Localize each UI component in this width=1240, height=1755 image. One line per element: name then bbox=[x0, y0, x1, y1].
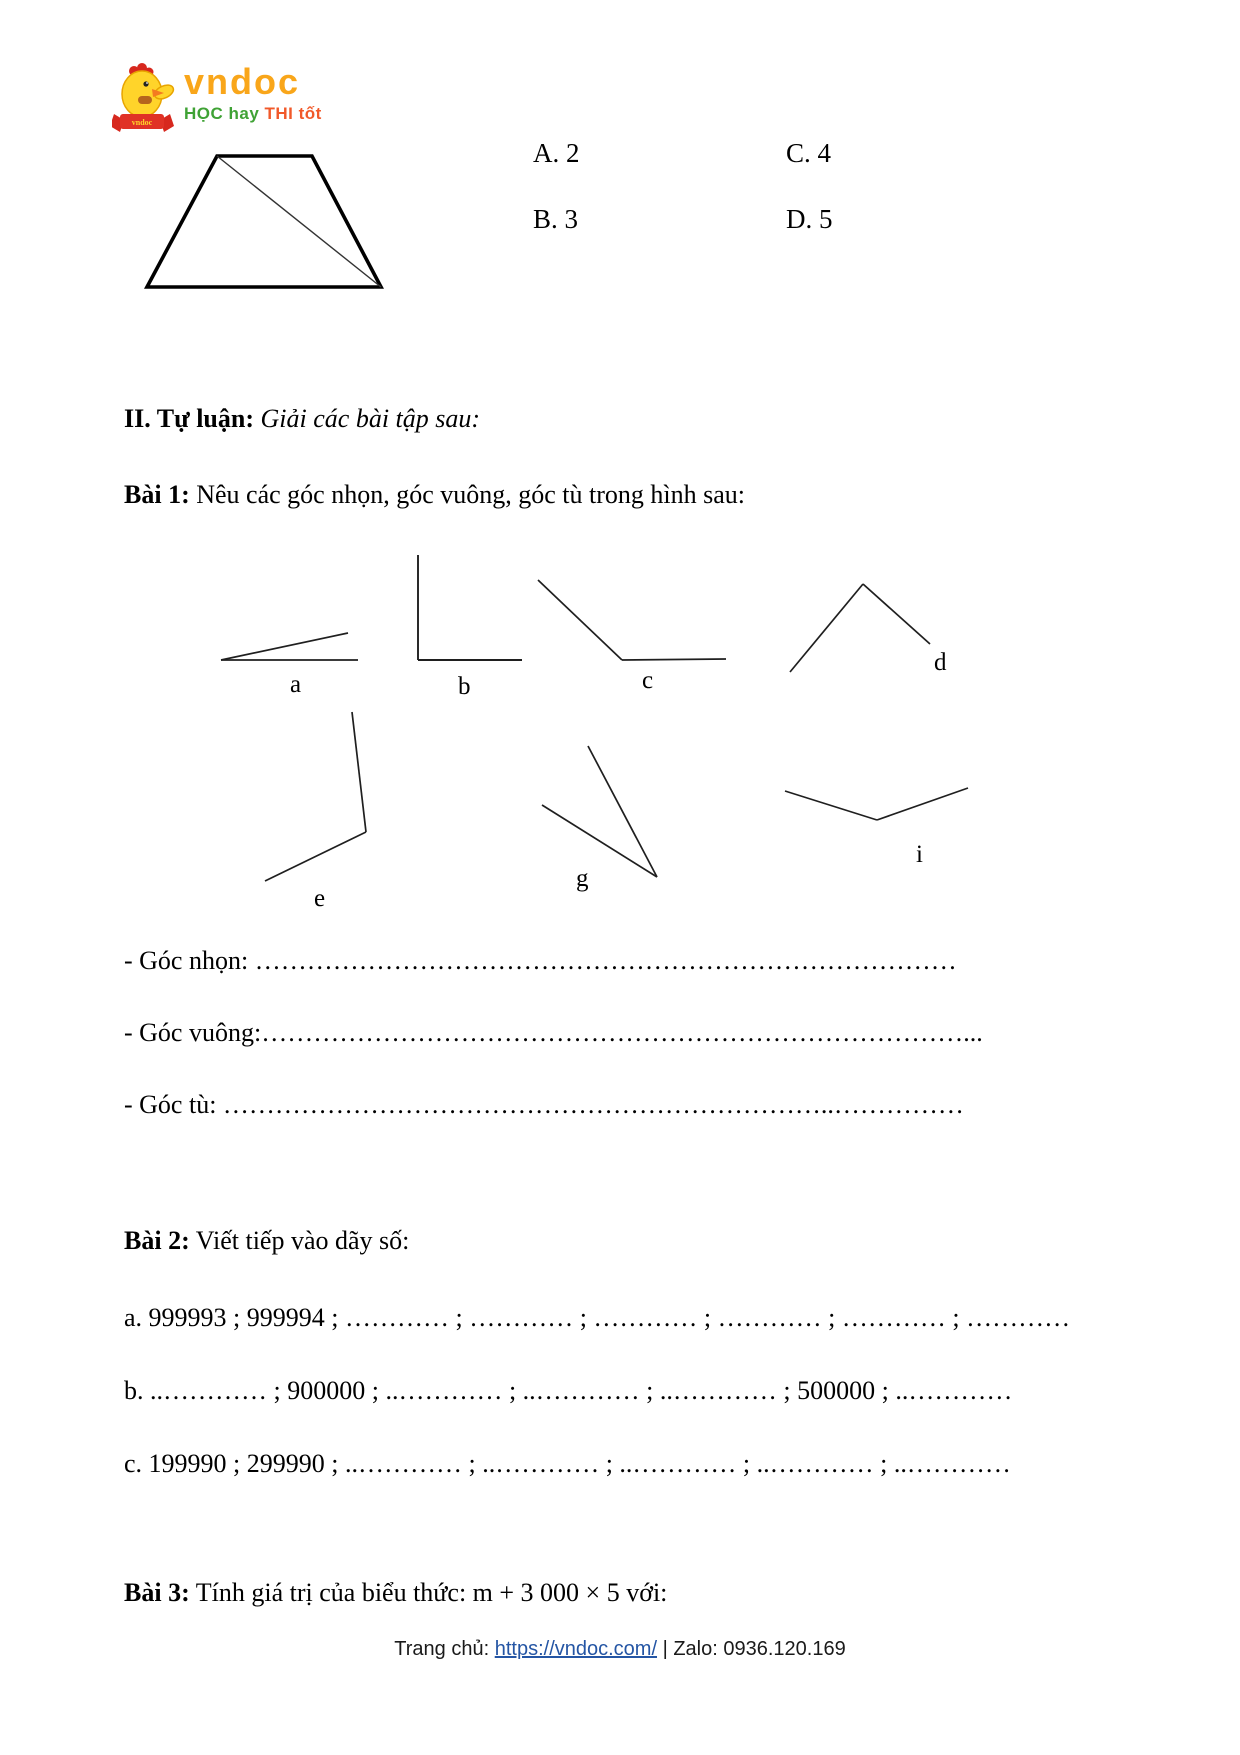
bai-1-heading bbox=[124, 480, 745, 510]
angle-figures bbox=[140, 540, 1030, 915]
answer-line-goc-tu: - Góc tù: ……………………………………………………………..…………… bbox=[124, 1090, 964, 1119]
angle-label-b: b bbox=[458, 673, 471, 700]
angle-label-e: e bbox=[314, 885, 326, 912]
trapezoid-diagonal bbox=[217, 156, 381, 287]
bai-1-text: Nêu các góc nhọn, góc vuông, góc tù trong hình sau: bbox=[189, 480, 746, 509]
answer-line-goc-nhon: - Góc nhọn: ……………………………………………………………………… bbox=[124, 946, 957, 975]
bai-3-text: Tính giá trị của biểu thức: m + 3 000 × 5 với: bbox=[189, 1578, 668, 1607]
page-footer bbox=[0, 1638, 1240, 1661]
option-b: B. 3 bbox=[533, 204, 579, 234]
bai-2-line-a: a. 999993 ; 999994 ; ………… ; ………… ; ………… ; ………… ; ………… ; ………… bbox=[124, 1303, 1071, 1332]
tagline-green: HỌC hay bbox=[184, 104, 260, 123]
option-c: C. 4 bbox=[786, 138, 832, 168]
angle-label-d: d bbox=[934, 649, 947, 676]
vndoc-logo bbox=[112, 58, 322, 138]
bai-1-label: Bài 1: bbox=[124, 480, 190, 509]
angle-figure-i bbox=[785, 788, 968, 820]
bai-2-line-b: b. ..………… ; 900000 ; ..………… ; ..………… ; ..………… ; 500000 ; ..………… bbox=[124, 1376, 1013, 1405]
bai-2-line-c: c. 199990 ; 299990 ; ..………… ; ..………… ; ..………… ; ..………… ; ..………… bbox=[124, 1449, 1011, 1478]
answer-line-goc-vuong: - Góc vuông:………………………………………………………………………... bbox=[124, 1018, 983, 1047]
angle-figure-b bbox=[418, 555, 522, 660]
section-2-label: II. Tự luận: bbox=[124, 404, 255, 433]
tagline-orange: THI tốt bbox=[259, 104, 322, 123]
brand-tagline bbox=[184, 104, 322, 124]
angle-figure-g bbox=[542, 746, 657, 877]
bai-3-heading bbox=[124, 1578, 667, 1608]
angle-label-g: g bbox=[576, 865, 589, 892]
angle-label-a: a bbox=[290, 671, 302, 698]
bai-2-label: Bài 2: bbox=[124, 1226, 190, 1255]
ribbon-text: vndoc bbox=[131, 118, 153, 127]
option-a: A. 2 bbox=[533, 138, 580, 168]
section-2-subtitle: Giải các bài tập sau: bbox=[254, 404, 481, 433]
bai-2-text: Viết tiếp vào dãy số: bbox=[189, 1226, 410, 1255]
section-2-heading bbox=[124, 404, 480, 434]
brand-wordmark: vndoc bbox=[184, 61, 301, 102]
option-d: D. 5 bbox=[786, 204, 833, 234]
angle-figure-e bbox=[265, 712, 366, 881]
angle-figure-a bbox=[221, 633, 358, 660]
angle-figure-c bbox=[538, 580, 726, 660]
bai-2-heading bbox=[124, 1226, 409, 1256]
footer-home-link[interactable]: https://vndoc.com/ bbox=[494, 1638, 658, 1660]
angle-figure-d bbox=[790, 584, 930, 672]
angle-label-i: i bbox=[916, 841, 923, 868]
bai-3-label: Bài 3: bbox=[124, 1578, 190, 1607]
angle-label-c: c bbox=[642, 667, 654, 694]
footer-suffix: | Zalo: 0936.120.169 bbox=[657, 1638, 846, 1660]
trapezoid-figure bbox=[140, 145, 395, 300]
footer-prefix: Trang chủ: bbox=[394, 1638, 495, 1660]
chicken-mascot-icon bbox=[112, 62, 184, 143]
